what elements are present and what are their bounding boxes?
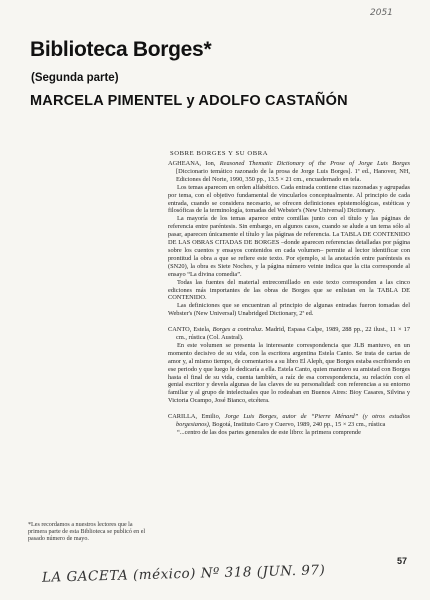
entry-paragraph: En este volumen se presenta la interesante correspondencia que JLB mantuvo, en un momento decisivo de su vida, con la escritora argentina Estela Canto. Se trata de cartas de amor y, al mismo tiempo, de comentarios a su libro El Aleph, que Borges estaba escribiendo en ese periodo y que luego le dedicaría a ella. Estela Canto, quien mantuvo su amistad con Borges hasta el final de su vida, cuenta también, a raíz de esa correspondencia, su relación con el genial escritor y devela algunas de las claves de su personalidad: con referencias a su entorno familiar y al grupo de intelectuales que lo rodeaban en Buenos Aires: Bioy Casares, Silvina y Victoria Ocampo, José Bianco, etcétera.	[168, 341, 410, 405]
handwritten-page-number: 2051	[370, 8, 393, 18]
handwritten-citation: LA GACETA (méxico) Nº 318 (JUN. 97)	[41, 562, 326, 586]
entry-paragraph: Las definiciones que se encuentran al principio de algunas entradas fueron tomadas del Webster's (New Universal) Unabridged Dictionary, 2ª ed.	[168, 302, 410, 318]
entry-details: Madrid, Espasa Calpe, 1989, 288 pp., 22 ilust., 11 × 17 cm., rústica (Col. Austral).	[176, 326, 410, 342]
body-column	[168, 158, 410, 437]
footnote: *Les recordamos a nuestros lectores que la primera parte de esta Biblioteca se publicó en el pasado número de mayo.	[28, 522, 146, 543]
entry-author: CARILLA, Emilio,	[168, 413, 221, 421]
entry-details: Bogotá, Instituto Caro y Cuervo, 1989, 240 pp., 15 × 23 cm., rústica	[212, 421, 386, 429]
entry-gap	[168, 318, 410, 324]
entry-author: CANTO, Estela,	[168, 326, 211, 334]
page-subtitle: (Segunda parte)	[31, 72, 119, 84]
entry-title: Reasoned Thematic Dictionary of the Prose of Jorge Luis Borges	[219, 160, 411, 167]
entry-carilla	[168, 413, 410, 429]
entry-paragraph: La mayoría de los temas aparece entre comillas junto con el título y las páginas de referencia entre paréntesis. Sin embargo, en algunos casos, cuando se alude a un tema sólo al pasar, aparecen únicamente el título y las páginas de referencia. La TABLA DE CONTENIDO DE LAS OBRAS CITADAS DE BORGES –donde aparecen referencias detalladas por página sobre los cuentos y ensayos contenidos en cada volumen– permite al lector identificar con prontitud la obra a que se refiere este texto. Por ejemplo, si la anotación entre paréntesis es (SN20), la obra es Siete Noches, y la página número veinte indica que la cita corresponde al ensayo “La divina comedia”.	[168, 215, 410, 278]
section-heading: SOBRE BORGES Y SU OBRA	[170, 150, 269, 157]
entry-details: [Diccionario temático razonado de la prosa de Jorge Luis Borges]. 1ª ed., Hanover, NH, Ediciones del Norte, 1990, 350 pp., 13.5 × 21 cm., encuadernado en tela.	[176, 167, 410, 183]
entry-canto	[168, 326, 410, 342]
entry-title: Borges a contraluz.	[212, 326, 264, 334]
authors-line: MARCELA PIMENTEL y ADOLFO CASTAÑÓN	[30, 93, 348, 109]
page-folio: 57	[397, 556, 408, 566]
entry-author: AGHEANA, Ion,	[168, 160, 216, 167]
page-title: Biblioteca Borges*	[30, 38, 212, 61]
entry-paragraph: Los temas aparecen en orden alfabético. Cada entrada contiene citas razonadas y agrupadas por tema, con el objetivo fundamental de vincularlos conceptualmente. Al principio de cada entrada, cuando se considera necesario, se ofrecen definiciones epistemológicas, estéticas y filosóficas de la terminología, tomadas del Webster's (New Universal) Dictionary.	[168, 183, 410, 215]
entry-paragraph: “...centro de las dos partes generales de este libro: la primera comprende	[177, 429, 361, 436]
entry-agheana	[168, 160, 410, 184]
entry-paragraph: Todas las fuentes del material entrecomillado en este texto corresponden a las cinco ediciones más importantes de las obras de Borges que se enlistan en la TABLA DE CONTENIDO.	[168, 278, 410, 302]
entry-gap	[168, 405, 410, 411]
entry-title: Jorge Luis Borges, autor de “Pierre Ménard” (y otros estudios borgesianos),	[176, 413, 411, 429]
